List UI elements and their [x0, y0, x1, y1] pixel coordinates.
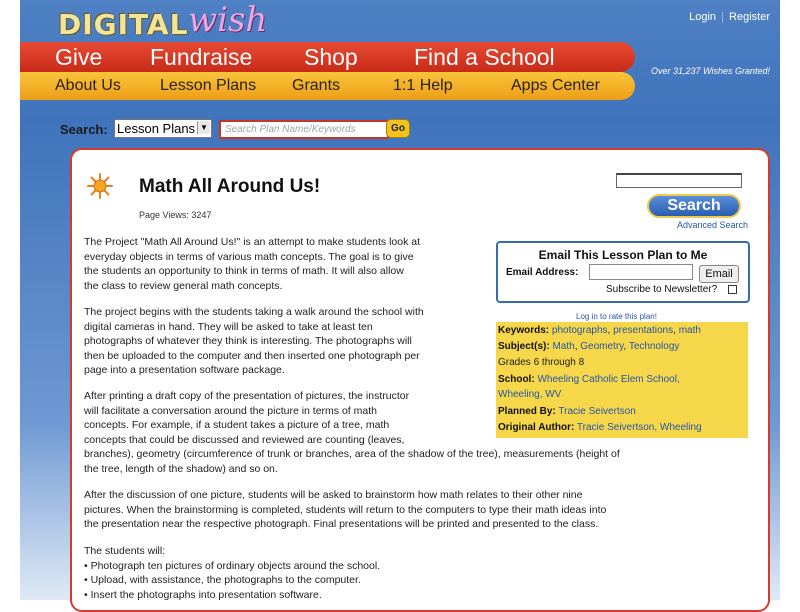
- search-label: Search:: [60, 122, 108, 137]
- school-link[interactable]: Wheeling Catholic Elem School,: [537, 374, 680, 385]
- paragraph-brainstorm: [84, 488, 606, 532]
- nav-about-us[interactable]: About Us: [55, 77, 121, 94]
- page-frame: [20, 0, 780, 600]
- subject-link[interactable]: Math: [552, 341, 575, 352]
- main-nav: [20, 42, 635, 72]
- nav-grants[interactable]: Grants: [292, 77, 341, 94]
- text-line: the presentation near the respective photograph. Final presentations will be printed and presented to the class.: [84, 518, 599, 530]
- objectives-list: [84, 544, 380, 602]
- subscribe-checkbox[interactable]: [728, 285, 737, 294]
- text-line: pictures. When the brainstorming is completed, students will return to the computers to type their math ideas into: [84, 503, 607, 516]
- text-line: branches), geometry (circumference of trunk or branches, area of the shadow of the tree), measurements (height of: [84, 448, 620, 460]
- school-location-link[interactable]: Wheeling, WV: [498, 389, 562, 400]
- right-search-input[interactable]: [616, 173, 742, 188]
- account-links: [689, 11, 770, 23]
- paragraph-walk: [84, 305, 424, 378]
- search-button[interactable]: Search: [647, 194, 741, 218]
- search-category-select[interactable]: [114, 119, 212, 138]
- logo-wish-text: wish: [188, 0, 268, 40]
- nav-lesson-plans[interactable]: Lesson Plans: [160, 77, 257, 94]
- lesson-plan-panel: [70, 148, 770, 612]
- text-line: the class to review general math concepts.: [84, 279, 283, 292]
- paragraph-discussion: [84, 389, 620, 476]
- text-line: will facilitate a conversation around the picture in terms of math: [84, 404, 377, 417]
- keyword-link[interactable]: math: [678, 325, 701, 336]
- sun-icon: [87, 173, 113, 199]
- planned-by-label: Planned By:: [498, 406, 556, 417]
- login-link[interactable]: Login: [689, 11, 717, 23]
- nav-give[interactable]: Give: [55, 44, 103, 70]
- text-line: page into a presentation software package.: [84, 364, 285, 376]
- keyword-search-input[interactable]: [219, 120, 389, 139]
- text-line: the tree, length of the shadow) and so on.: [84, 462, 278, 475]
- nav-apps-center[interactable]: Apps Center: [511, 77, 600, 94]
- school-row: [498, 372, 680, 388]
- go-button[interactable]: Go: [386, 119, 410, 138]
- subscribe-newsletter-label: Subscribe to Newsletter?: [606, 284, 718, 295]
- search-category-value: Lesson Plans: [117, 121, 196, 136]
- page-views: Page Views: 3247: [139, 210, 212, 220]
- nav-shop[interactable]: Shop: [304, 44, 358, 70]
- email-address-label: Email Address:: [506, 267, 579, 278]
- text-line: concepts. For example, if a student takes a picture of a tree, math: [84, 419, 390, 431]
- list-item: • Upload, with assistance, the photographs to the computer.: [84, 574, 361, 586]
- subject-link[interactable]: Technology: [628, 341, 680, 352]
- page-title: Math All Around Us!: [139, 176, 321, 197]
- nav-1to1-help[interactable]: 1:1 Help: [393, 77, 453, 94]
- text-line: After printing a draft copy of the presentation of pictures, the instructor: [84, 390, 410, 402]
- text-line: concepts that could be discussed and reviewed are counting (leaves,: [84, 433, 405, 446]
- original-author-label: Original Author:: [498, 422, 575, 433]
- keywords-label: Keywords:: [498, 325, 550, 336]
- original-author-link[interactable]: Tracie Seivertson, Wheeling: [576, 422, 702, 433]
- advanced-search-link[interactable]: Advanced Search: [677, 220, 749, 230]
- subject-link[interactable]: Geometry: [580, 341, 624, 352]
- link-separator: |: [721, 11, 724, 23]
- keyword-link[interactable]: presentations: [613, 325, 674, 336]
- text-line: then be uploaded to the computer and then inserted one photograph per: [84, 349, 420, 362]
- list-heading: The students will:: [84, 545, 166, 557]
- grades-row: Grades 6 through 8: [498, 357, 585, 368]
- list-item: • Insert the photographs into presentation software.: [84, 588, 322, 601]
- dropdown-arrow-icon: ▼: [197, 121, 210, 134]
- subjects-label: Subject(s):: [498, 341, 550, 352]
- email-lesson-plan-box: [496, 241, 750, 303]
- register-link[interactable]: Register: [729, 11, 770, 23]
- text-line: everyday objects in terms of various math concepts. The goal is to give: [84, 250, 414, 263]
- rate-plan-link[interactable]: Log in to rate this plan!: [576, 312, 657, 321]
- keywords-row: Keywords: photographs, presentations, math: [498, 325, 701, 336]
- text-line: digital cameras in hand. They will be asked to take at least ten: [84, 320, 373, 333]
- text-line: photographs of whatever they think is interesting. The photographs will: [84, 335, 412, 347]
- nav-fundraise[interactable]: Fundraise: [150, 44, 253, 70]
- sub-nav: [20, 72, 635, 100]
- keyword-link[interactable]: photographs: [551, 325, 608, 336]
- school-label: School:: [498, 374, 535, 385]
- email-button[interactable]: Email: [699, 265, 739, 283]
- planned-by-link[interactable]: Tracie Seivertson: [558, 406, 636, 417]
- text-line: After the discussion of one picture, students will be asked to brainstorm how math relates to their other nine: [84, 489, 583, 501]
- list-item: • Photograph ten pictures of ordinary objects around the school.: [84, 559, 381, 572]
- email-address-input[interactable]: [589, 264, 693, 280]
- wishes-granted-counter: Over 31,237 Wishes Granted!: [651, 66, 770, 76]
- subjects-row: Subject(s): Math, Geometry, Technology: [498, 341, 680, 352]
- text-line: the students an opportunity to think in terms of math. It will also allow: [84, 265, 404, 277]
- text-line: The Project "Math All Around Us!" is an attempt to make students look at: [84, 236, 421, 248]
- logo-digital-text: DIGITAL: [58, 8, 189, 41]
- nav-find-a-school[interactable]: Find a School: [414, 44, 555, 70]
- email-box-heading: Email This Lesson Plan to Me: [538, 248, 708, 262]
- paragraph-intro: [84, 235, 420, 293]
- text-line: The project begins with the students taking a walk around the school with: [84, 306, 424, 318]
